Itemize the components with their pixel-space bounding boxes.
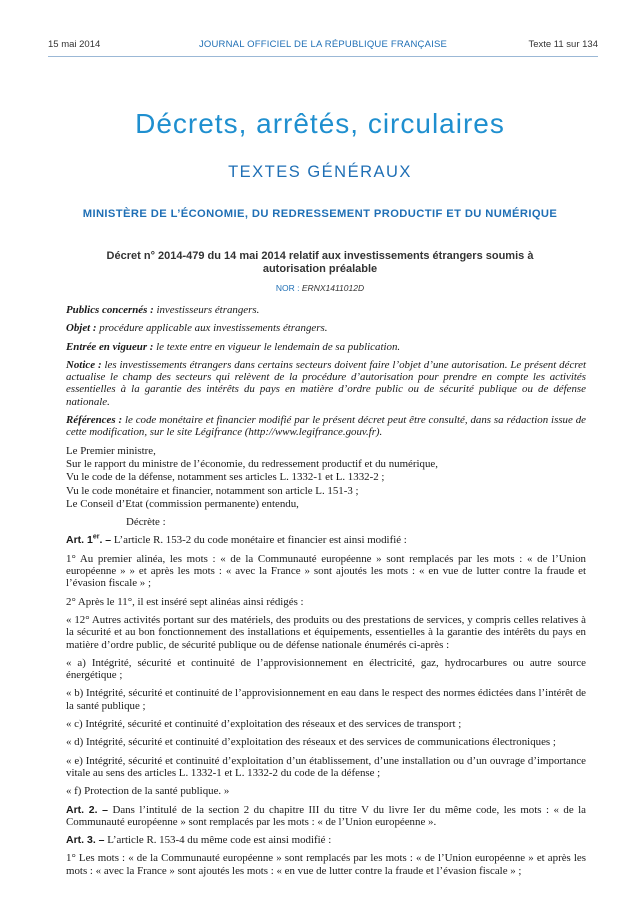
article-1-label: Art. 1er. –: [66, 533, 112, 547]
article-3-item: 1° Les mots : « de la Communauté européenne » sont remplacés par les mots : « de l’Union européenne » et après les mots : « avec la France » sont ajoutés les mots : « en vue de lutter contre la fraude et l’évasion fiscale » ;: [66, 852, 586, 877]
preamble-line: Vu le code monétaire et financier, notamment son article L. 151-3 ;: [66, 484, 359, 497]
summary-publics: Publics concernés : investisseurs étrangers.: [66, 304, 260, 316]
nor-label: NOR :: [275, 283, 300, 293]
article-1-item: 1° Au premier alinéa, les mots : « de la Communauté européenne » sont remplacés par les mots : « de l’Union européenne » » et après les mots : « avec la France » sont ajoutés les mots : « en vue de lutter contre la fraude et l’évasion fiscale » ;: [66, 552, 586, 590]
decree-body: [66, 304, 586, 883]
nor-value: ERNX1411012D: [301, 283, 365, 293]
page-header: [48, 39, 598, 53]
decree-title: Décret n° 2014-479 du 14 mai 2014 relatif aux investissements étrangers soumis à autorisation préalable: [106, 250, 534, 275]
article-1-subitem: « d) Intégrité, sécurité et continuité d’exploitation des réseaux et des services de communications électroniques ;: [66, 736, 556, 749]
summary-entree: Entrée en vigueur : le texte entre en vigueur le lendemain de sa publication.: [66, 340, 401, 353]
summary-objet: Objet : procédure applicable aux investissements étrangers.: [66, 322, 328, 335]
section-title: Décrets, arrêtés, circulaires: [135, 108, 505, 139]
summary-references: Références : le code monétaire et financier modifié par le présent décret peut être consulté, dans sa rédaction issue de cette modification, sur le site Légifrance (http://www.legifrance.gouv.fr).: [66, 414, 586, 439]
page-number: Texte 11 sur 134: [528, 39, 598, 50]
subsection-title: TEXTES GÉNÉRAUX: [228, 163, 412, 181]
article-1-subitem: « f) Protection de la santé publique. »: [66, 785, 230, 798]
preamble-line: Le Conseil d’Etat (commission permanente) entendu,: [66, 497, 299, 510]
article-1-subitem: « a) Intégrité, sécurité et continuité de l’approvisionnement en électricité, gaz, hydrocarbures ou autre source énergétique ;: [66, 656, 586, 682]
article-2: Art. 2. – Dans l’intitulé de la section 2 du chapitre III du titre V du livre Ier du même code, les mots : « de la Communauté européenne » sont remplacés par les mots : « de l’Union européenne ».: [66, 803, 586, 828]
publication-date: 15 mai 2014: [48, 39, 101, 50]
preamble-line: Sur le rapport du ministre de l’économie, du redressement productif et du numérique,: [66, 457, 438, 470]
article-3-label: Art. 3. –: [66, 834, 105, 847]
article-1-subitem: « b) Intégrité, sécurité et continuité de l’approvisionnement en eau dans le respect des normes édictées dans l’intérêt de la santé publique ;: [66, 687, 586, 712]
preamble-line: Le Premier ministre,: [66, 444, 156, 457]
summary-notice: Notice : les investissements étrangers dans certains secteurs doivent faire l’objet d’une autorisation. Le présent décret actualise le champ des secteurs qui relèvent de la procédure d’autorisation pour prendre en compte les activités essentielles à la garantie des intérêts du pays en matière d’ordre public ou de sécurité publique ou de défense nationale.: [66, 358, 586, 408]
article-1-item: 2° Après le 11°, il est inséré sept alinéas ainsi rédigés :: [66, 595, 304, 608]
decrete: Décrète :: [126, 516, 166, 529]
article-1-subitem: « c) Intégrité, sécurité et continuité d’exploitation des réseaux et des services de transport ;: [66, 718, 462, 731]
header-divider: [48, 56, 598, 57]
article-1: Art. 1er. – L’article R. 153-2 du code monétaire et financier est ainsi modifié :: [66, 533, 407, 547]
nor-reference: [0, 283, 640, 293]
preamble-line: Vu le code de la défense, notamment ses articles L. 1332-1 et L. 1332-2 ;: [66, 471, 385, 484]
ministry-title: MINISTÈRE DE L’ÉCONOMIE, DU REDRESSEMENT PRODUCTIF ET DU NUMÉRIQUE: [82, 208, 558, 220]
article-1-subitem: « e) Intégrité, sécurité et continuité d’exploitation d’un établissement, d’une installation ou d’un ouvrage d’importance vitale au sens des articles L. 1332-1 et L. 1332-2 du code de la défense ;: [66, 754, 586, 779]
journal-name: JOURNAL OFFICIEL DE LA RÉPUBLIQUE FRANÇAISE: [198, 39, 448, 50]
preamble: [66, 445, 586, 510]
article-1-item: « 12° Autres activités portant sur des matériels, des produits ou des prestations de services, y compris celles relatives à la sécurité et au bon fonctionnement des installations et équipements, essentielles à la garantie des intérêts du pays en matière d’ordre public, de sécurité publique ou de défense nationale énumérés ci-après :: [66, 613, 586, 651]
article-3: Art. 3. – L’article R. 153-4 du même code est ainsi modifié :: [66, 834, 332, 847]
article-2-label: Art. 2. –: [66, 803, 109, 816]
